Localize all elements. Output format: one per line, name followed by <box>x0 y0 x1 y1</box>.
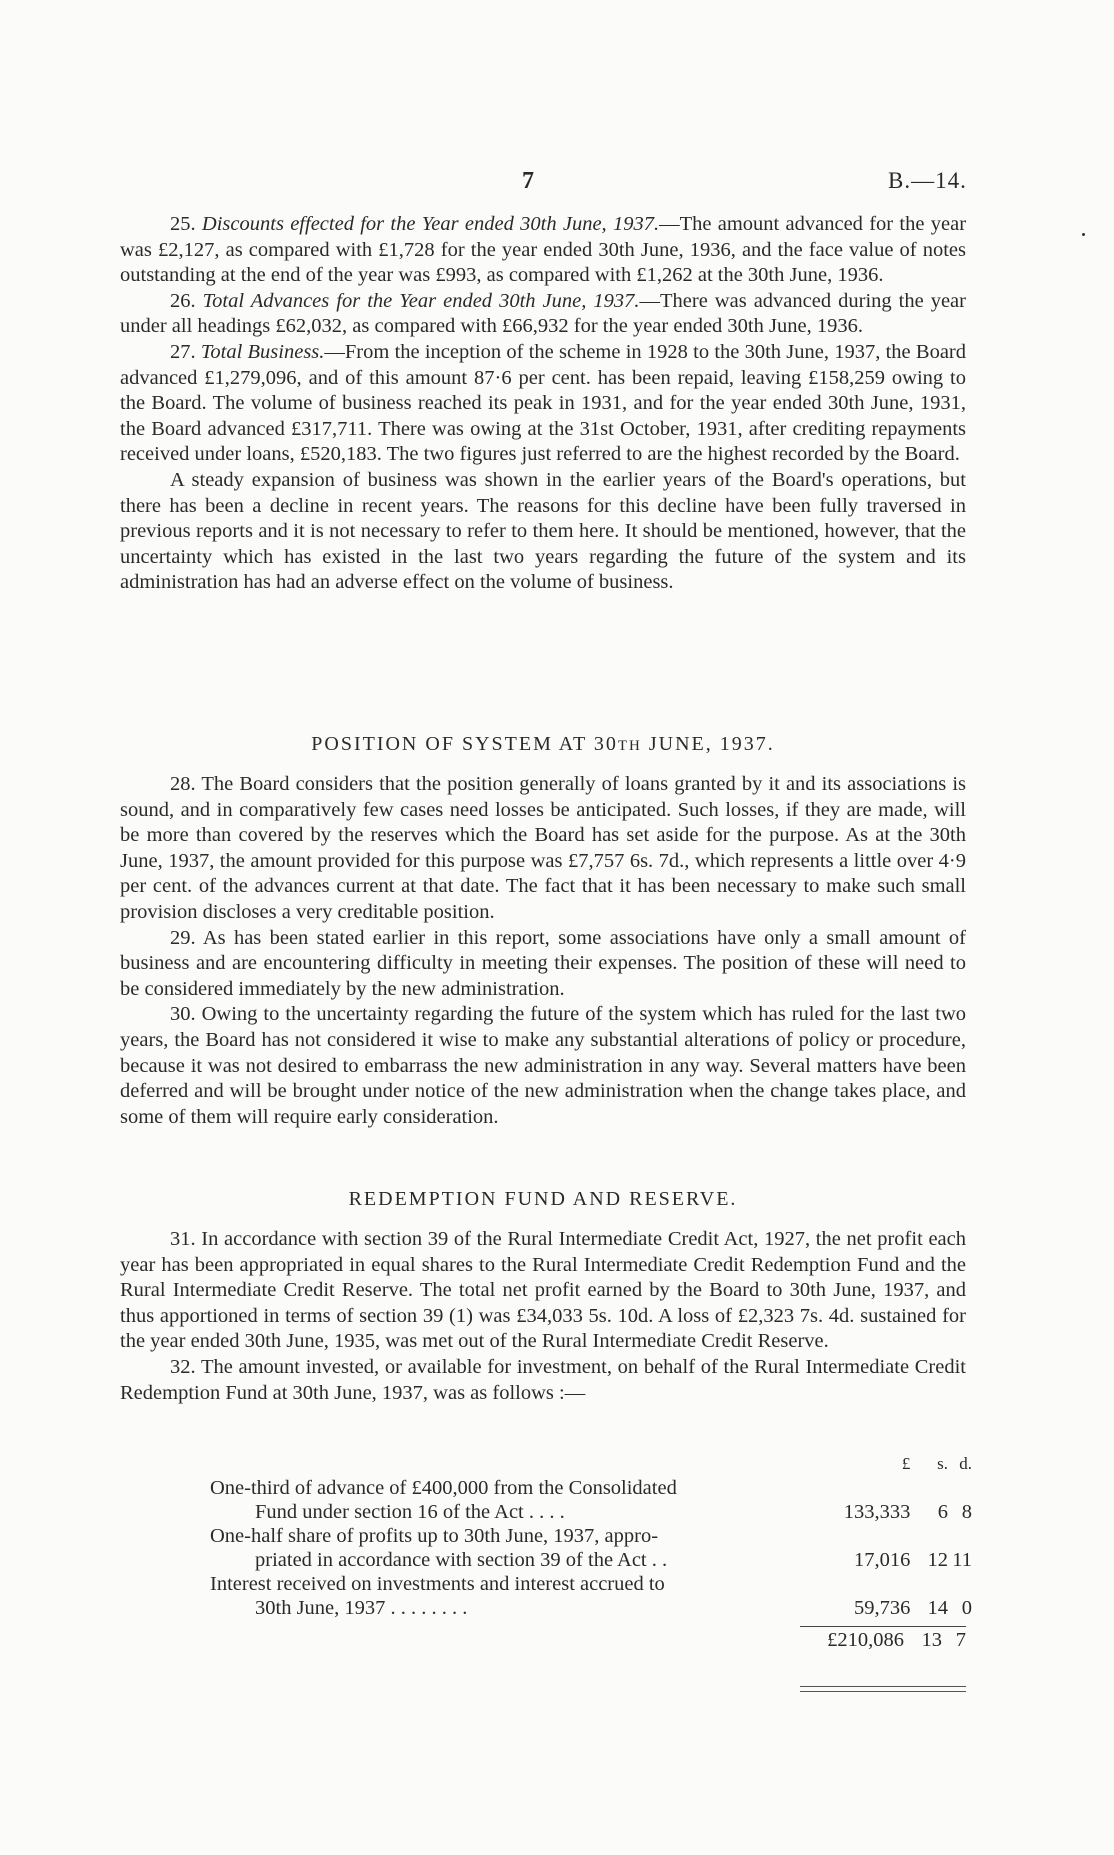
document-reference: B.—14. <box>888 168 967 193</box>
paragraph-31: 31. In accordance with section 39 of the Rural Intermediate Credit Act, 1927, the net profit each year has been appropriated in equal shares to the Rural Intermediate Credit Redemption Fund and the Rural Intermediate Credit Reserve. The total net profit earned by the Board to 30th June, 1937, and thus apportioned in terms of section 39 (1) was £34,033 5s. 10d. A loss of £2,323 7s. 4d. sustained for the year ended 30th June, 1935, was met out of the Rural Intermediate Credit Reserve. <box>120 1228 966 1353</box>
table-total <box>800 1626 966 1652</box>
section-business-review <box>120 212 966 596</box>
table-row <box>210 1572 972 1620</box>
paragraph-27-continued: A steady expansion of business was shown in the earlier years of the Board's operations, but there has been a decline in recent years. The reasons for this decline have been fully traversed in previous reports and it is not necessary to refer to them here. It should be mentioned, however, that the uncertainty which has existed in the last two years regarding the future of the system and its administration has had an adverse effect on the volume of business. <box>120 468 966 594</box>
section-heading-position <box>120 733 966 756</box>
row-pounds: 59,736 <box>854 1597 911 1619</box>
row-pounds: 133,333 <box>843 1501 911 1523</box>
row-pence: 0 <box>961 1597 972 1619</box>
row-pounds: 17,016 <box>854 1549 911 1571</box>
row-description: One-third of advance of £400,000 from the Consolidated Fund under section 16 of the Act . . . . <box>210 1477 677 1523</box>
redemption-fund-table <box>210 1452 972 1620</box>
row-shillings: 14 <box>927 1597 949 1619</box>
pounds-header: £ <box>901 1454 911 1473</box>
pence-header: d. <box>959 1454 972 1473</box>
table-row <box>210 1476 972 1524</box>
paragraph-title: Total Business. <box>200 340 325 363</box>
paragraph-text: —From the inception of the scheme in 1928 to the 30th June, 1937, the Board advanced £1,279,096, and of this amount 87·6 per cent. has been repaid, leaving £158,259 owing to the Board. The volume of business reached its peak in 1931, and for the year ended 30th June, 1931, the Board advanced £317,711. There was owing at the 31st October, 1931, after crediting repayments received under loans, £520,183. The two figures just referred to are the highest recorded by the Board. <box>120 340 966 466</box>
paragraph-number: 27. <box>170 340 201 363</box>
total-pounds: £210,086 <box>827 1629 904 1651</box>
total-pence: 7 <box>955 1629 966 1651</box>
row-shillings: 6 <box>937 1501 949 1523</box>
paragraph-30: 30. Owing to the uncertainty regarding the future of the system which has ruled for the last two years, the Board has not considered it wise to make any substantial alterations of policy or procedure, because it was not desired to embarrass the new administration in any way. Several matters have been deferred and will be brought under notice of the new administration when the change takes place, and some of them will require early consideration. <box>120 1003 966 1128</box>
paragraph-text: —The amount advanced for the year was £2,127, as compared with £1,728 for the year ended 30th June, 1936, and the face value of notes outstanding at the end of the year was £993, as compared with £1,262 at the 30th June, 1936. <box>120 213 967 287</box>
row-description: One-half share of profits up to 30th June, 1937, appro- priated in accordance with section 39 of the Act . . <box>210 1525 668 1571</box>
section-redemption-fund <box>120 1227 966 1406</box>
row-description: Interest received on investments and interest accrued to 30th June, 1937 . . . . . . . . <box>210 1573 665 1619</box>
shillings-header: s. <box>937 1454 949 1473</box>
heading-text-end: JUNE, 1937. <box>641 733 775 755</box>
section-position-of-system <box>120 772 966 1130</box>
total-shillings: 13 <box>921 1629 942 1651</box>
table-header-row <box>210 1452 972 1476</box>
paragraph-25 <box>120 212 966 289</box>
double-underline <box>800 1686 966 1692</box>
paragraph-text: —There was advanced during the year under all headings £62,032, as compared with £66,932 for the year ended 30th June, 1936. <box>120 289 966 338</box>
table-row <box>210 1524 972 1572</box>
paragraph-26 <box>120 289 966 340</box>
paragraph-27 <box>120 340 966 468</box>
total-row <box>800 1627 966 1652</box>
paragraph-title: Discounts effected for the Year ended 30th June, 1937. <box>201 213 660 235</box>
section-heading-redemption: REDEMPTION FUND AND RESERVE. <box>348 1188 738 1210</box>
row-pence: 8 <box>961 1501 972 1523</box>
paragraph-32: 32. The amount invested, or available for investment, on behalf of the Rural Intermediate Credit Redemption Fund at 30th June, 1937, was as follows :— <box>120 1355 966 1404</box>
paragraph-title: Total Advances for the Year ended 30th June, 1937. <box>202 289 640 312</box>
paragraph-number: 26. <box>170 289 203 312</box>
row-shillings: 12 <box>927 1549 949 1571</box>
row-pence: 11 <box>952 1549 972 1571</box>
heading-text: POSITION OF SYSTEM AT 30 <box>311 733 618 755</box>
paragraph-number: 25. <box>170 213 202 235</box>
page-number: 7 <box>522 168 534 194</box>
paragraph-29: 29. As has been stated earlier in this report, some associations have only a small amount of business and are encountering difficulty in meeting their expenses. The position of these will need to be considered immediately by the new administration. <box>120 926 966 1000</box>
heading-superscript: TH <box>617 738 642 754</box>
paragraph-28: 28. The Board considers that the position generally of loans granted by it and its associations is sound, and in comparatively few cases need losses be anticipated. Such losses, if they are made, will be more than covered by the reserves which the Board has set aside for the purpose. As at the 30th June, 1937, the amount provided for this purpose was £7,757 6s. 7d., which represents a little over 4·9 per cent. of the advances current at that date. The fact that it has been necessary to make such small provision discloses a very creditable position. <box>120 773 966 923</box>
margin-dot <box>1082 233 1085 236</box>
